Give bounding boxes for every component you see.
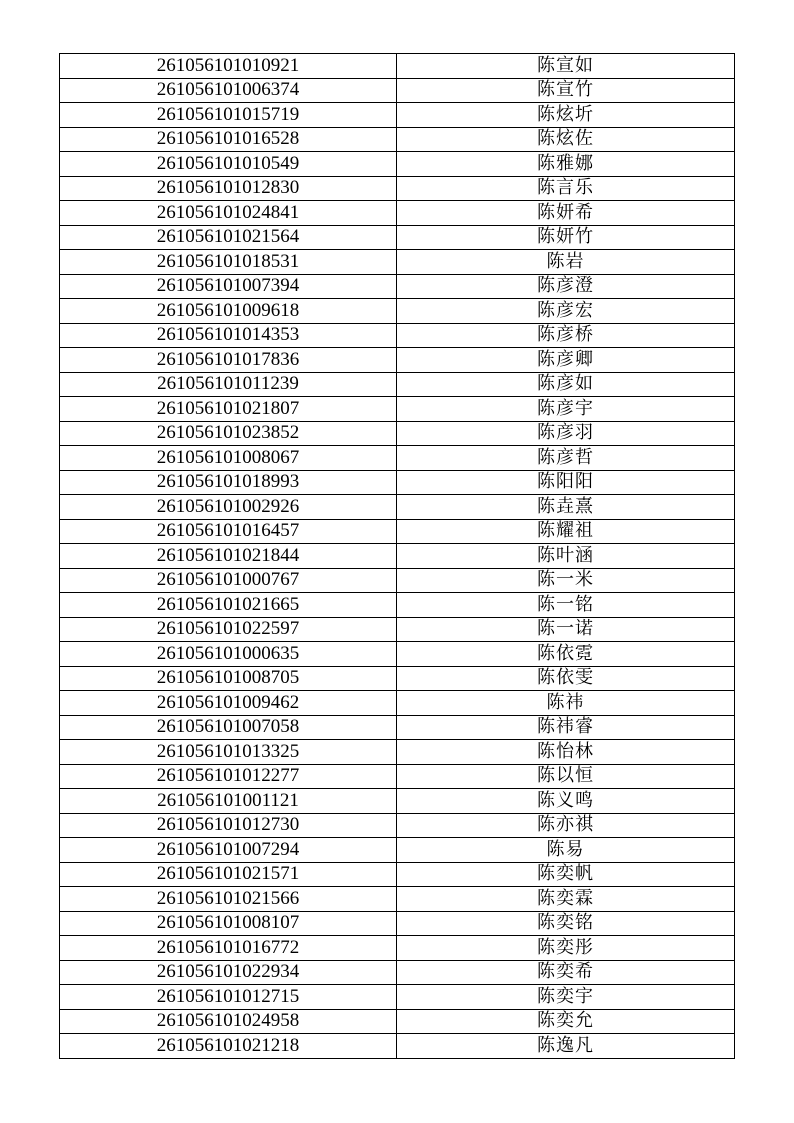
table-row bbox=[60, 127, 735, 152]
candidate-id-cell: 261056101016772 bbox=[60, 936, 397, 961]
table-row bbox=[60, 201, 735, 226]
candidate-id-cell: 261056101024841 bbox=[60, 201, 397, 226]
candidate-id-cell: 261056101002926 bbox=[60, 495, 397, 520]
table-row bbox=[60, 323, 735, 348]
candidate-name-cell: 陈彦宇 bbox=[397, 397, 735, 422]
candidate-id-cell: 261056101010549 bbox=[60, 152, 397, 177]
candidate-id-cell: 261056101013325 bbox=[60, 740, 397, 765]
table-row bbox=[60, 740, 735, 765]
candidate-name-cell: 陈言乐 bbox=[397, 176, 735, 201]
table-row bbox=[60, 1034, 735, 1059]
table-row bbox=[60, 299, 735, 324]
candidate-name-cell: 陈彦宏 bbox=[397, 299, 735, 324]
table-row bbox=[60, 470, 735, 495]
candidate-name-cell: 陈奕帆 bbox=[397, 862, 735, 887]
table-row bbox=[60, 274, 735, 299]
candidate-id-cell: 261056101014353 bbox=[60, 323, 397, 348]
roster-table bbox=[59, 53, 735, 1059]
candidate-id-cell: 261056101012830 bbox=[60, 176, 397, 201]
table-row bbox=[60, 985, 735, 1010]
table-row bbox=[60, 936, 735, 961]
table-row bbox=[60, 838, 735, 863]
candidate-id-cell: 261056101006374 bbox=[60, 78, 397, 103]
candidate-name-cell: 陈叶涵 bbox=[397, 544, 735, 569]
candidate-name-cell: 陈以恒 bbox=[397, 764, 735, 789]
table-row bbox=[60, 666, 735, 691]
candidate-id-cell: 261056101011239 bbox=[60, 372, 397, 397]
candidate-name-cell: 陈阳阳 bbox=[397, 470, 735, 495]
candidate-id-cell: 261056101021564 bbox=[60, 225, 397, 250]
candidate-name-cell: 陈雅娜 bbox=[397, 152, 735, 177]
table-row bbox=[60, 960, 735, 985]
candidate-id-cell: 261056101021218 bbox=[60, 1034, 397, 1059]
candidate-name-cell: 陈彦桥 bbox=[397, 323, 735, 348]
candidate-id-cell: 261056101017836 bbox=[60, 348, 397, 373]
table-row bbox=[60, 54, 735, 79]
table-row bbox=[60, 250, 735, 275]
candidate-name-cell: 陈奕宇 bbox=[397, 985, 735, 1010]
candidate-name-cell: 陈亦祺 bbox=[397, 813, 735, 838]
candidate-id-cell: 261056101021571 bbox=[60, 862, 397, 887]
candidate-id-cell: 261056101012277 bbox=[60, 764, 397, 789]
candidate-name-cell: 陈一铭 bbox=[397, 593, 735, 618]
table-row bbox=[60, 862, 735, 887]
table-row bbox=[60, 691, 735, 716]
candidate-id-cell: 261056101012730 bbox=[60, 813, 397, 838]
candidate-id-cell: 261056101018531 bbox=[60, 250, 397, 275]
candidate-id-cell: 261056101016528 bbox=[60, 127, 397, 152]
table-row bbox=[60, 593, 735, 618]
candidate-name-cell: 陈彦澄 bbox=[397, 274, 735, 299]
table-row bbox=[60, 715, 735, 740]
candidate-name-cell: 陈一米 bbox=[397, 568, 735, 593]
table-row bbox=[60, 789, 735, 814]
candidate-id-cell: 261056101007294 bbox=[60, 838, 397, 863]
candidate-name-cell: 陈依雯 bbox=[397, 666, 735, 691]
candidate-name-cell: 陈彦如 bbox=[397, 372, 735, 397]
candidate-name-cell: 陈依霓 bbox=[397, 642, 735, 667]
candidate-name-cell: 陈宣如 bbox=[397, 54, 735, 79]
table-row bbox=[60, 176, 735, 201]
candidate-name-cell: 陈奕霖 bbox=[397, 887, 735, 912]
table-row bbox=[60, 813, 735, 838]
candidate-name-cell: 陈炫佐 bbox=[397, 127, 735, 152]
candidate-id-cell: 261056101018993 bbox=[60, 470, 397, 495]
candidate-id-cell: 261056101021566 bbox=[60, 887, 397, 912]
candidate-name-cell: 陈奕铭 bbox=[397, 911, 735, 936]
table-row bbox=[60, 225, 735, 250]
candidate-name-cell: 陈炫圻 bbox=[397, 103, 735, 128]
table-row bbox=[60, 1009, 735, 1034]
table-row bbox=[60, 495, 735, 520]
candidate-name-cell: 陈垚熹 bbox=[397, 495, 735, 520]
table-row bbox=[60, 372, 735, 397]
candidate-id-cell: 261056101015719 bbox=[60, 103, 397, 128]
table-row bbox=[60, 764, 735, 789]
candidate-name-cell: 陈宣竹 bbox=[397, 78, 735, 103]
table-row bbox=[60, 78, 735, 103]
candidate-id-cell: 261056101000635 bbox=[60, 642, 397, 667]
candidate-id-cell: 261056101012715 bbox=[60, 985, 397, 1010]
candidate-id-cell: 261056101009618 bbox=[60, 299, 397, 324]
candidate-name-cell: 陈彦卿 bbox=[397, 348, 735, 373]
roster-table-body bbox=[60, 54, 735, 1059]
candidate-name-cell: 陈彦哲 bbox=[397, 446, 735, 471]
candidate-id-cell: 261056101024958 bbox=[60, 1009, 397, 1034]
candidate-name-cell: 陈逸凡 bbox=[397, 1034, 735, 1059]
candidate-id-cell: 261056101022934 bbox=[60, 960, 397, 985]
candidate-name-cell: 陈妍竹 bbox=[397, 225, 735, 250]
candidate-id-cell: 261056101000767 bbox=[60, 568, 397, 593]
table-row bbox=[60, 544, 735, 569]
candidate-name-cell: 陈奕希 bbox=[397, 960, 735, 985]
table-row bbox=[60, 911, 735, 936]
candidate-name-cell: 陈耀祖 bbox=[397, 519, 735, 544]
candidate-id-cell: 261056101021844 bbox=[60, 544, 397, 569]
candidate-id-cell: 261056101023852 bbox=[60, 421, 397, 446]
table-row bbox=[60, 421, 735, 446]
candidate-id-cell: 261056101008705 bbox=[60, 666, 397, 691]
candidate-name-cell: 陈祎睿 bbox=[397, 715, 735, 740]
candidate-id-cell: 261056101001121 bbox=[60, 789, 397, 814]
candidate-name-cell: 陈奕允 bbox=[397, 1009, 735, 1034]
candidate-name-cell: 陈义鸣 bbox=[397, 789, 735, 814]
table-row bbox=[60, 103, 735, 128]
candidate-id-cell: 261056101008107 bbox=[60, 911, 397, 936]
table-row bbox=[60, 887, 735, 912]
candidate-id-cell: 261056101007058 bbox=[60, 715, 397, 740]
candidate-id-cell: 261056101008067 bbox=[60, 446, 397, 471]
candidate-id-cell: 261056101007394 bbox=[60, 274, 397, 299]
candidate-name-cell: 陈一诺 bbox=[397, 617, 735, 642]
table-row bbox=[60, 446, 735, 471]
candidate-name-cell: 陈祎 bbox=[397, 691, 735, 716]
candidate-id-cell: 261056101010921 bbox=[60, 54, 397, 79]
candidate-id-cell: 261056101021665 bbox=[60, 593, 397, 618]
candidate-name-cell: 陈彦羽 bbox=[397, 421, 735, 446]
candidate-name-cell: 陈易 bbox=[397, 838, 735, 863]
candidate-name-cell: 陈妍希 bbox=[397, 201, 735, 226]
table-row bbox=[60, 152, 735, 177]
candidate-id-cell: 261056101022597 bbox=[60, 617, 397, 642]
candidate-name-cell: 陈怡林 bbox=[397, 740, 735, 765]
table-row bbox=[60, 642, 735, 667]
candidate-name-cell: 陈奕彤 bbox=[397, 936, 735, 961]
candidate-id-cell: 261056101009462 bbox=[60, 691, 397, 716]
candidate-id-cell: 261056101016457 bbox=[60, 519, 397, 544]
candidate-id-cell: 261056101021807 bbox=[60, 397, 397, 422]
table-row bbox=[60, 568, 735, 593]
candidate-name-cell: 陈岩 bbox=[397, 250, 735, 275]
table-row bbox=[60, 519, 735, 544]
table-row bbox=[60, 617, 735, 642]
table-row bbox=[60, 348, 735, 373]
table-row bbox=[60, 397, 735, 422]
